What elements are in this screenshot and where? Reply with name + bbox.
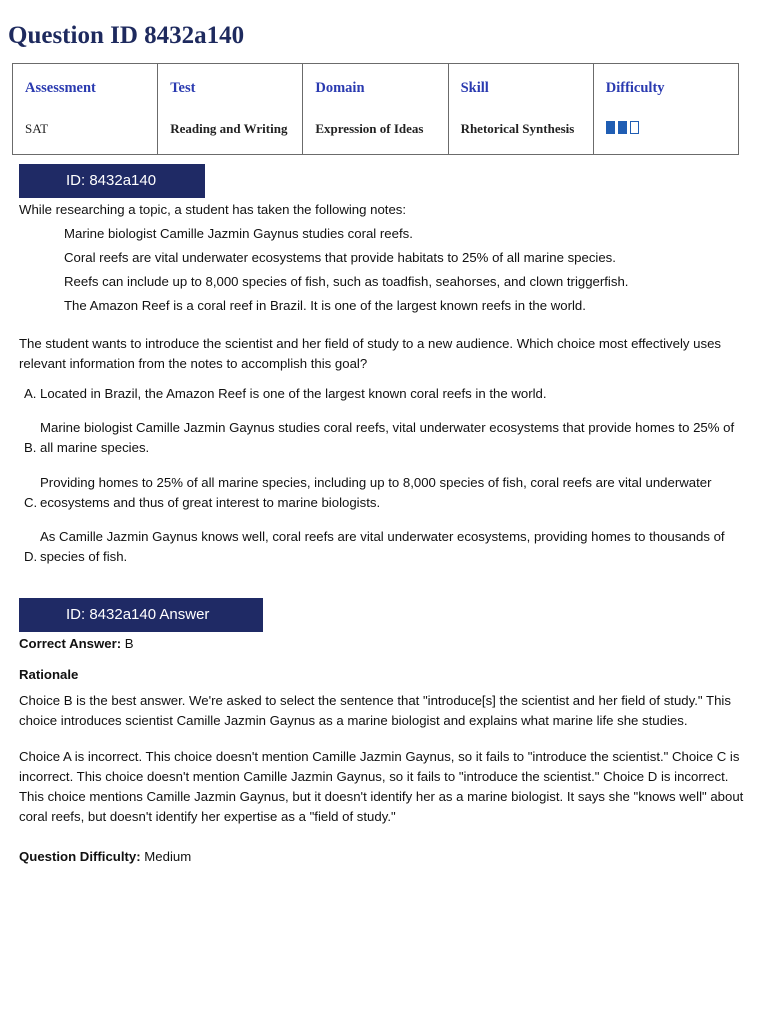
choice-letter: C. <box>24 495 38 510</box>
difficulty-bar-2 <box>618 121 627 134</box>
difficulty-indicator <box>606 121 728 134</box>
rationale-heading: Rationale <box>19 667 79 682</box>
meta-cell-skill <box>448 64 593 155</box>
correct-answer-label: Correct Answer: <box>19 636 122 651</box>
page-title: Question ID 8432a140 <box>8 22 245 49</box>
meta-cell-assessment <box>13 64 158 155</box>
meta-value-assessment: SAT <box>25 121 49 136</box>
question-difficulty-value: Medium <box>144 849 192 864</box>
choice-text: Providing homes to 25% of all marine species, including up to 8,000 species of fish, coral reefs are vital underwater ecosystems and thus of great interest to marine biologists. <box>40 475 712 510</box>
answer-choice-b[interactable] <box>24 418 744 458</box>
choice-text: Located in Brazil, the Amazon Reef is one of the largest known coral reefs in the world. <box>40 386 547 401</box>
answer-id-banner: ID: 8432a140 Answer <box>19 598 263 632</box>
meta-cell-difficulty <box>593 64 738 155</box>
difficulty-bar-3 <box>630 121 639 134</box>
question-difficulty-line <box>19 847 191 867</box>
question-difficulty-label: Question Difficulty: <box>19 849 141 864</box>
rationale-paragraph: Choice A is incorrect. This choice doesn't mention Camille Jazmin Gaynus, so it fails to "introduce the scientist." Choice C is incorrect. This choice doesn't mention Camille Jazmin Gaynus, so it fails to "introduce the scientist." Choice D is incorrect. This choice mentions Camille Jazmin Gaynus, but it doesn't identify her as a marine biologist. It says she "knows well" about coral reefs, but doesn't identify her expertise as a "field of study." <box>19 749 744 824</box>
meta-cell-domain <box>303 64 448 155</box>
meta-value-domain: Expression of Ideas <box>315 121 424 136</box>
meta-value-skill: Rhetorical Synthesis <box>460 121 575 136</box>
choice-text: Marine biologist Camille Jazmin Gaynus studies coral reefs, vital underwater ecosystems that provide homes to 25% of all marine species. <box>40 420 735 455</box>
choice-letter: B. <box>24 440 37 455</box>
note-item: Marine biologist Camille Jazmin Gaynus studies coral reefs. <box>64 226 413 241</box>
meta-header-domain: Domain <box>315 80 365 96</box>
answer-choice-c[interactable] <box>24 473 744 513</box>
meta-header-skill: Skill <box>460 80 489 96</box>
answer-choice-d[interactable] <box>24 527 744 567</box>
meta-header-assessment: Assessment <box>25 80 96 96</box>
answer-choice-a[interactable] <box>24 384 744 404</box>
correct-answer-line <box>19 634 134 654</box>
difficulty-bar-1 <box>606 121 615 134</box>
question-prompt: The student wants to introduce the scientist and her field of study to a new audience. Which choice most effectively uses relevant information from the notes to accomplish this goal? <box>19 336 722 371</box>
note-item: The Amazon Reef is a coral reef in Brazil. It is one of the largest known reefs in the world. <box>64 298 586 313</box>
correct-answer-value: B <box>124 636 134 651</box>
meta-header-difficulty: Difficulty <box>605 80 665 96</box>
choice-text: As Camille Jazmin Gaynus knows well, coral reefs are vital underwater ecosystems, providing homes to thousands of species of fish. <box>40 529 725 564</box>
note-item: Reefs can include up to 8,000 species of fish, such as toadfish, seahorses, and clown triggerfish. <box>64 274 629 289</box>
note-item: Coral reefs are vital underwater ecosystems that provide habitats to 25% of all marine species. <box>64 250 616 265</box>
question-metadata-table <box>12 63 739 155</box>
meta-header-test: Test <box>170 80 196 96</box>
meta-value-test: Reading and Writing <box>170 121 288 136</box>
choice-letter: D. <box>24 549 38 564</box>
choice-letter: A. <box>24 386 37 401</box>
question-intro: While researching a topic, a student has taken the following notes: <box>19 202 407 217</box>
meta-cell-test <box>158 64 303 155</box>
question-id-banner: ID: 8432a140 <box>19 164 205 198</box>
rationale-paragraph: Choice B is the best answer. We're asked to select the sentence that "introduce[s] the scientist and her field of study." This choice introduces scientist Camille Jazmin Gaynus as a marine biologist and explains what marine life she studies. <box>19 693 731 728</box>
